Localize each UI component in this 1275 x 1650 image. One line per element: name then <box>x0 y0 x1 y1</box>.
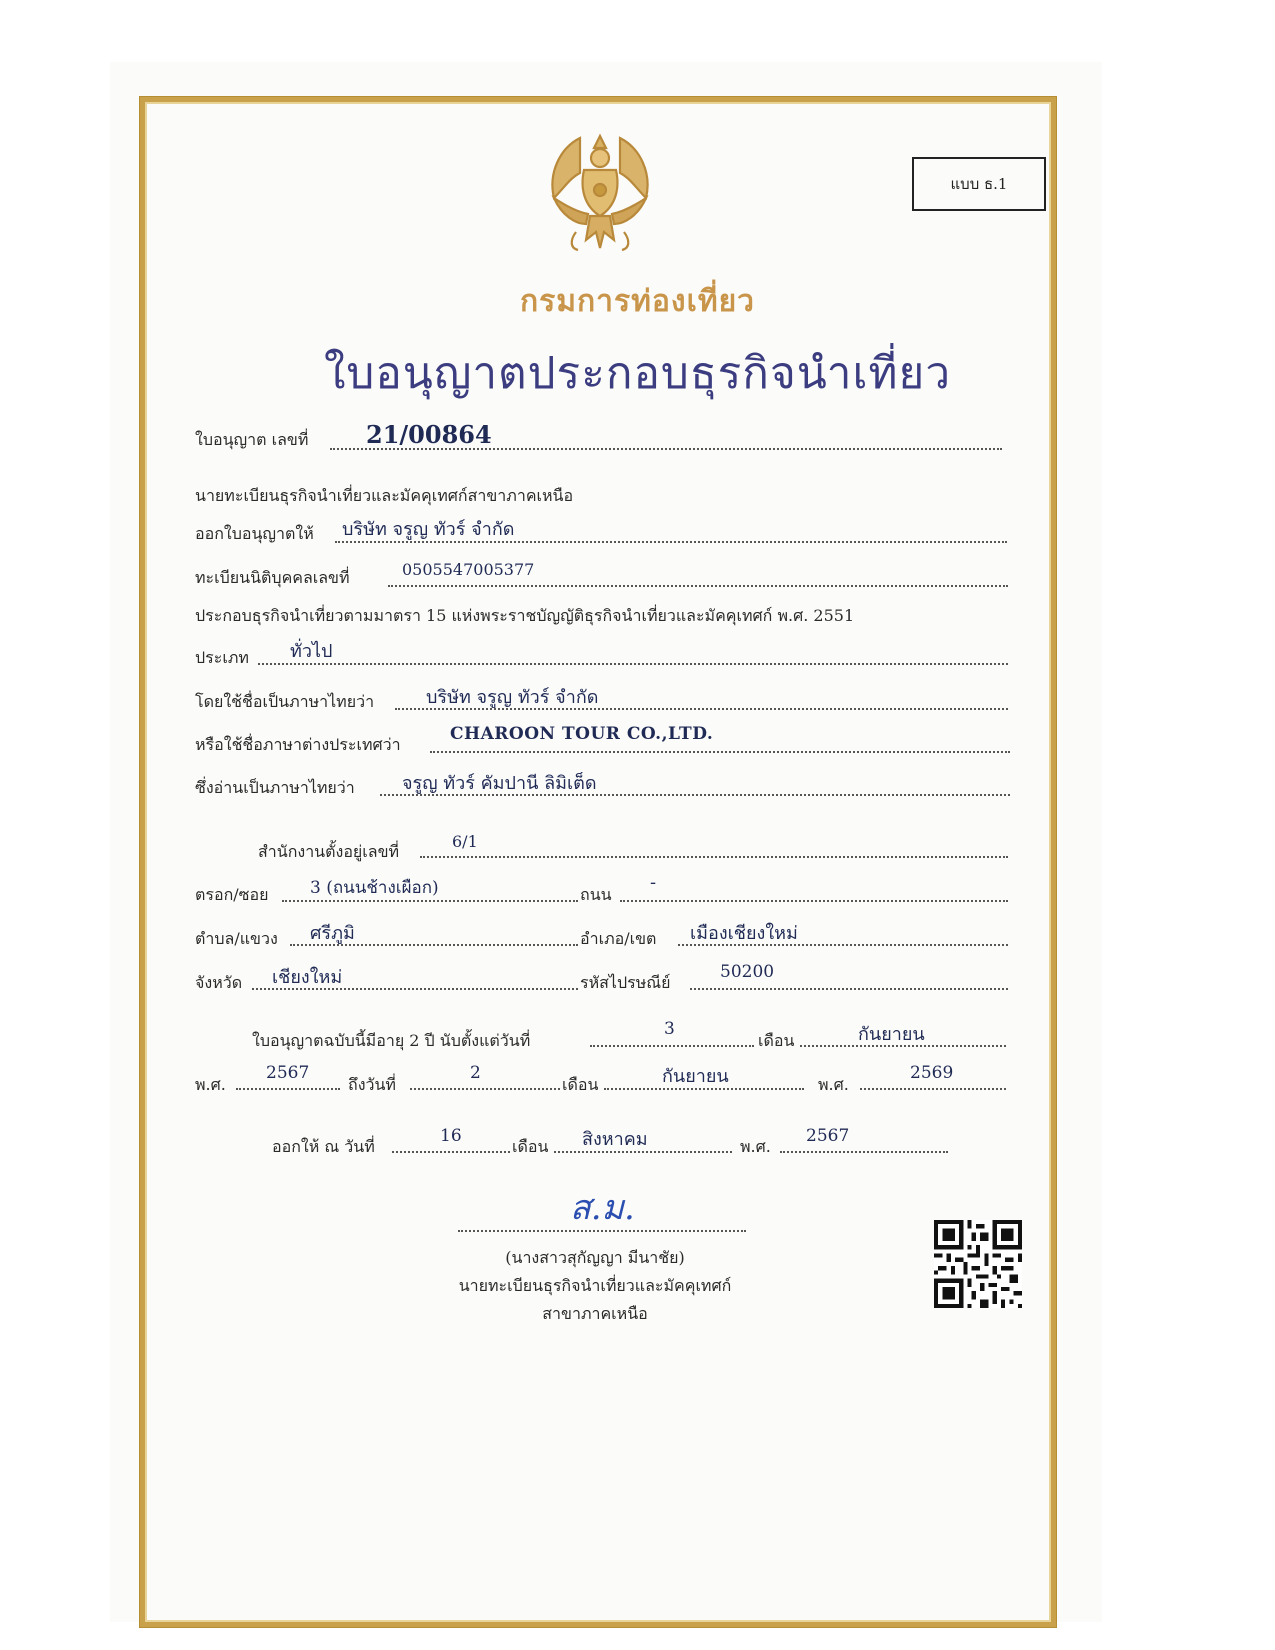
qr-code-icon <box>934 1220 1022 1308</box>
dotted-line <box>388 585 1008 587</box>
end-year: 2569 <box>910 1063 954 1083</box>
signature-scribble: ส.ม. <box>570 1188 635 1228</box>
be-label: พ.ศ. <box>818 1075 849 1094</box>
dotted-line <box>780 1151 948 1153</box>
read-as-label: ซึ่งอ่านเป็นภาษาไทยว่า <box>195 778 355 797</box>
subdistrict-value: ศรีภูมิ <box>310 923 355 944</box>
subdistrict-label: ตำบล/แขวง <box>195 929 278 948</box>
dotted-line <box>410 1088 560 1090</box>
type-value: ทั่วไป <box>290 641 333 662</box>
read-as-value: จรูญ ทัวร์ คัมปานี ลิมิเต็ด <box>402 773 597 794</box>
form-code-box: แบบ ธ.1 <box>912 157 1046 211</box>
district-value: เมืองเชียงใหม่ <box>690 923 798 944</box>
dotted-line <box>258 663 1008 665</box>
dotted-line <box>860 1088 1006 1090</box>
signatory-branch: สาขาภาคเหนือ <box>542 1304 648 1323</box>
postal-label: รหัสไปรษณีย์ <box>580 973 671 992</box>
dotted-line <box>590 1045 754 1047</box>
garuda-emblem-icon <box>540 128 660 256</box>
license-number-label: ใบอนุญาต เลขที่ <box>195 430 309 449</box>
issue-year: 2567 <box>806 1126 850 1146</box>
registration-value: 0505547005377 <box>402 560 535 579</box>
dotted-line <box>236 1088 340 1090</box>
department-name: กรมการท่องเที่ยว <box>519 284 756 319</box>
issue-month-label: เดือน <box>512 1137 549 1156</box>
be-label: พ.ศ. <box>195 1075 226 1094</box>
signatory-position: นายทะเบียนธุรกิจนำเที่ยวและมัคคุเทศก์ <box>458 1276 732 1295</box>
road-label: ถนน <box>580 885 612 904</box>
issued-to-label: ออกใบอนุญาตให้ <box>195 524 314 543</box>
start-month: กันยายน <box>858 1024 925 1045</box>
office-label: สำนักงานตั้งอยู่เลขที่ <box>258 842 400 861</box>
province-label: จังหวัด <box>195 973 243 992</box>
dotted-line <box>620 900 1008 902</box>
road-value: - <box>650 872 657 893</box>
office-value: 6/1 <box>452 832 478 851</box>
month-label: เดือน <box>758 1031 795 1050</box>
soi-value: 3 (ถนนช้างเผือก) <box>310 878 439 898</box>
start-day: 3 <box>664 1019 675 1039</box>
month-label: เดือน <box>562 1075 599 1094</box>
postal-value: 50200 <box>720 962 775 982</box>
end-month: กันยายน <box>662 1066 729 1087</box>
dotted-line <box>690 988 1008 990</box>
soi-label: ตรอก/ซอย <box>195 885 269 904</box>
district-label: อำเภอ/เขต <box>580 929 657 948</box>
certificate-title: ใบอนุญาตประกอบธุรกิจนำเที่ยว <box>323 348 952 399</box>
type-label: ประเภท <box>195 648 249 667</box>
province-value: เชียงใหม่ <box>272 967 343 988</box>
signature-line <box>458 1230 746 1232</box>
issuer-line: นายทะเบียนธุรกิจนำเที่ยวและมัคคุเทศก์สาขาภาคเหนือ <box>195 486 574 505</box>
until-label: ถึงวันที่ <box>348 1075 396 1094</box>
dotted-line <box>392 1151 510 1153</box>
issue-day: 16 <box>440 1126 462 1146</box>
thai-name-label: โดยใช้ชื่อเป็นภาษาไทยว่า <box>195 692 375 711</box>
validity-intro: ใบอนุญาตฉบับนี้มีอายุ 2 ปี นับตั้งแต่วันที่ <box>252 1031 531 1050</box>
issue-month: สิงหาคม <box>582 1129 648 1150</box>
foreign-name-value: CHAROON TOUR CO.,LTD. <box>450 724 714 744</box>
issue-be-label: พ.ศ. <box>740 1137 771 1156</box>
start-year: 2567 <box>266 1063 310 1083</box>
thai-name-value: บริษัท จรูญ ทัวร์ จำกัด <box>426 687 599 708</box>
dotted-line <box>430 751 1010 753</box>
dotted-line <box>420 856 1008 858</box>
signatory-name: (นางสาวสุกัญญา มีนาชัย) <box>505 1248 685 1267</box>
registration-label: ทะเบียนนิติบุคคลเลขที่ <box>195 568 350 587</box>
foreign-name-label: หรือใช้ชื่อภาษาต่างประเทศว่า <box>195 735 401 754</box>
issue-date-label: ออกให้ ณ วันที่ <box>272 1137 375 1156</box>
act-line: ประกอบธุรกิจนำเที่ยวตามมาตรา 15 แห่งพระราชบัญญัติธุรกิจนำเที่ยวและมัคคุเทศก์ พ.ศ. 2551 <box>195 606 855 625</box>
end-day: 2 <box>470 1063 481 1083</box>
license-number: 21/00864 <box>366 420 492 449</box>
issued-to-value: บริษัท จรูญ ทัวร์ จำกัด <box>342 519 515 540</box>
